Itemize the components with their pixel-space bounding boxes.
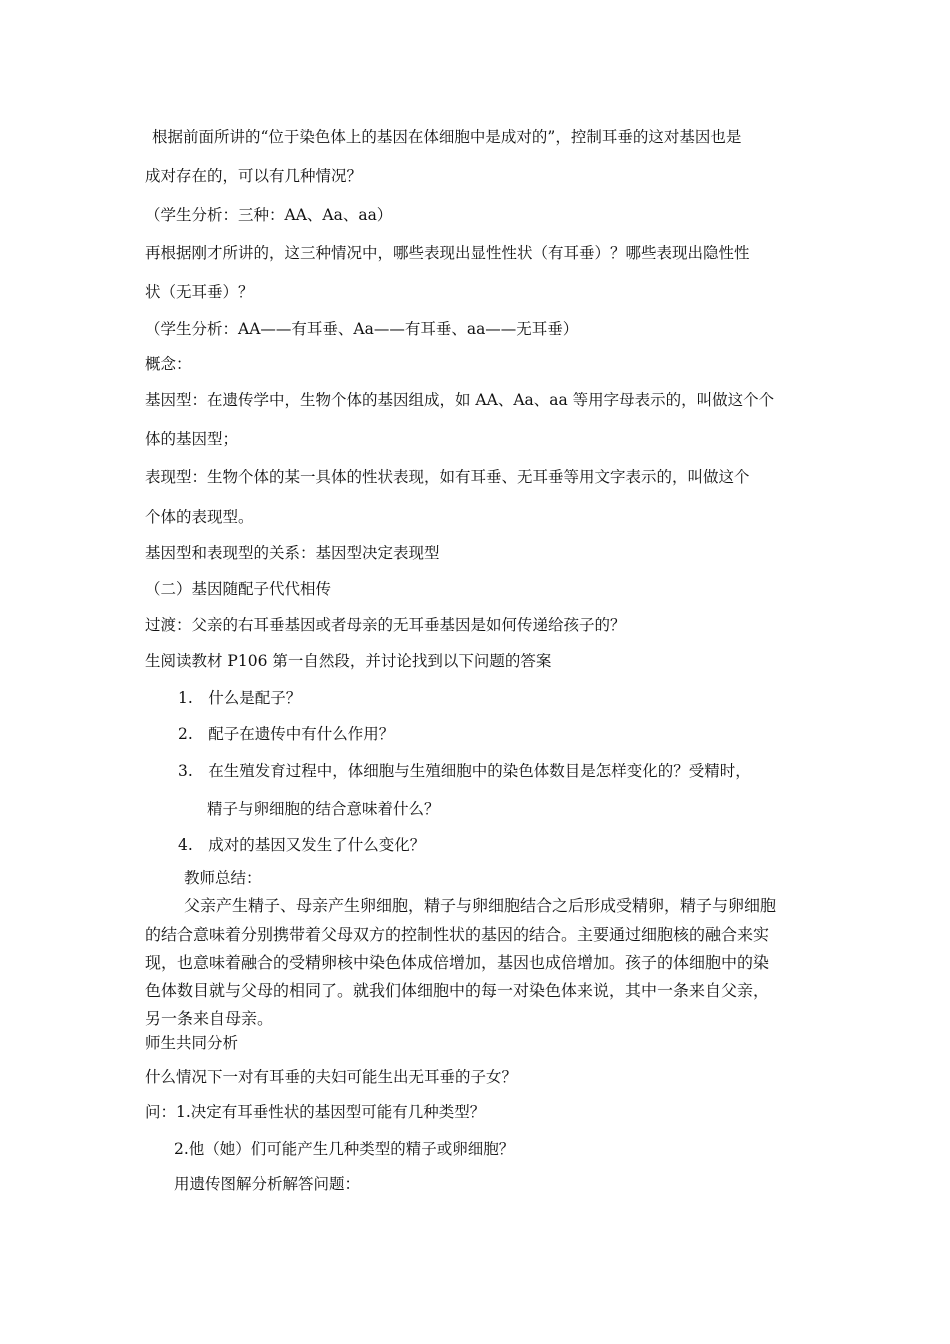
paragraph-line: 个体的表现型。 [145,508,254,526]
paragraph-line: 教师总结： [184,869,262,887]
paragraph-line: 问：1.决定有耳垂性状的基因型可能有几种类型？ [145,1103,486,1121]
paragraph-line: 过渡：父亲的右耳垂基因或者母亲的无耳垂基因是如何传递给孩子的？ [145,616,626,634]
paragraph-line: 2.他（她）们可能产生几种类型的精子或卵细胞？ [174,1140,515,1158]
list-item: 3. 在生殖发育过程中，体细胞与生殖细胞中的染色体数目是怎样变化的？受精时， [178,762,751,780]
paragraph-line: 生阅读教材 P106 第一自然段，并讨论找到以下问题的答案 [145,652,552,670]
paragraph-line: 表现型：生物个体的某一具体的性状表现，如有耳垂、无耳垂等用文字表示的，叫做这个 [145,468,750,486]
list-item-continuation: 精子与卵细胞的结合意味着什么？ [207,800,440,818]
section-heading: （二）基因随配子代代相传 [145,580,332,598]
paragraph-line: 色体数目就与父母的相同了。就我们体细胞中的每一对染色体来说，其中一条来自父亲， [145,981,770,1000]
paragraph-line: 基因型：在遗传学中，生物个体的基因组成，如 AA、Aa、aa 等用字母表示的，叫做这个个 [145,391,775,409]
paragraph-line: 什么情况下一对有耳垂的夫妇可能生出无耳垂的子女？ [145,1068,518,1086]
paragraph-line: 师生共同分析 [145,1034,239,1052]
paragraph-line: 现，也意味着融合的受精卵核中染色体成倍增加，基因也成倍增加。孩子的体细胞中的染 [145,953,770,972]
paragraph-line: 基因型和表现型的关系：基因型决定表现型 [145,544,440,562]
paragraph-line: （学生分析：三种：AA、Aa、aa） [145,206,393,224]
paragraph-line: 体的基因型； [145,430,239,448]
paragraph-line: 另一条来自母亲。 [145,1009,274,1028]
paragraph-line: 用遗传图解分析解答问题： [174,1175,361,1193]
paragraph-line: （学生分析：AA——有耳垂、Aa——有耳垂、aa——无耳垂） [145,320,579,338]
paragraph-line: 成对存在的，可以有几种情况？ [145,167,363,185]
list-item: 2. 配子在遗传中有什么作用？ [178,725,395,743]
paragraph-line: 的结合意味着分别携带着父母双方的控制性状的基因的结合。主要通过细胞核的融合来实 [145,925,770,944]
paragraph-line: 状（无耳垂）？ [145,283,254,301]
paragraph-line: 再根据刚才所讲的，这三种情况中，哪些表现出显性性状（有耳垂）？哪些表现出隐性性 [145,244,750,262]
list-item: 4. 成对的基因又发生了什么变化？ [178,836,426,854]
heading-concept: 概念： [145,355,192,373]
list-item: 1. 什么是配子？ [178,689,302,707]
paragraph-line: 根据前面所讲的“位于染色体上的基因在体细胞中是成对的”，控制耳垂的这对基因也是 [152,128,742,146]
paragraph-line: 父亲产生精子、母亲产生卵细胞，精子与卵细胞结合之后形成受精卵，精子与卵细胞 [184,896,777,915]
